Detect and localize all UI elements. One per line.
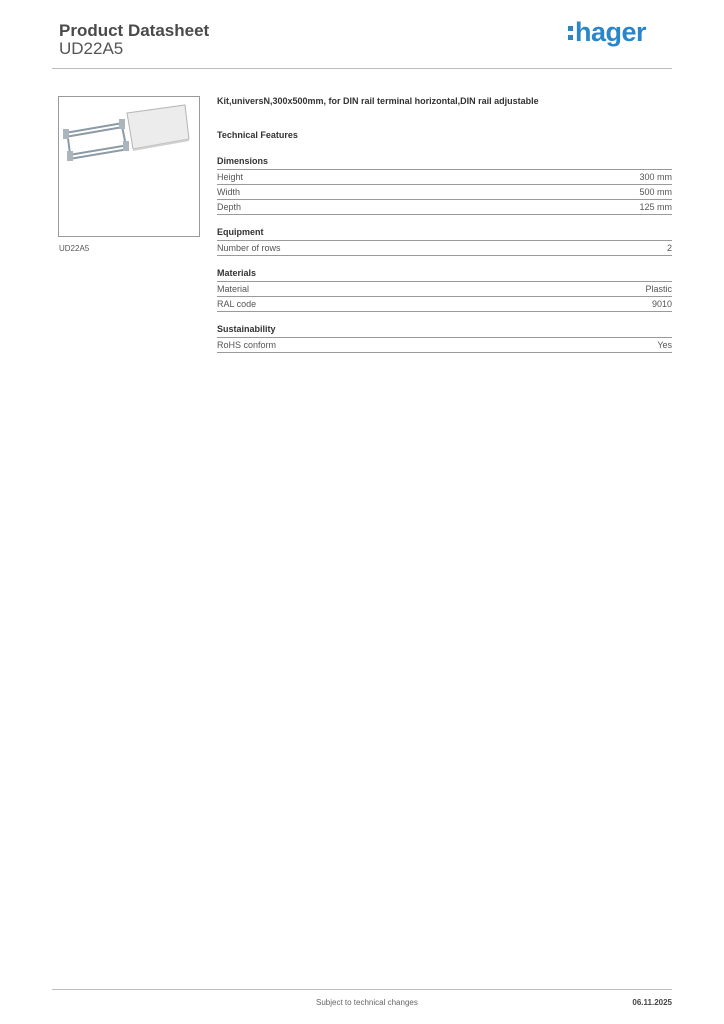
- logo-dots-icon: [568, 24, 573, 40]
- row-value: 300 mm: [639, 172, 672, 182]
- section-sustainability: [217, 322, 672, 353]
- row-label: Material: [217, 284, 250, 294]
- image-caption: UD22A5: [59, 244, 90, 253]
- row-value: 500 mm: [639, 187, 672, 197]
- hager-logo: [568, 17, 646, 47]
- section-dimensions: [217, 154, 672, 215]
- row-label: RAL code: [217, 299, 257, 309]
- product-details: [217, 94, 672, 363]
- row-value: 2: [666, 243, 672, 253]
- product-image: [58, 96, 200, 237]
- section-title: Dimensions: [217, 154, 672, 170]
- section-title: Materials: [217, 266, 672, 282]
- section-title: Sustainability: [217, 322, 672, 338]
- row-label: RoHS conform: [217, 340, 277, 350]
- row-label: Number of rows: [217, 243, 281, 253]
- row-value: 9010: [651, 299, 672, 309]
- footer-date: 06.11.2025: [632, 998, 672, 1007]
- product-photo-icon: [59, 97, 199, 236]
- product-description: Kit,universN,300x500mm, for DIN rail terminal horizontal,DIN rail adjustable: [217, 96, 539, 106]
- section-title: Equipment: [217, 225, 672, 241]
- logo-text: hager: [575, 17, 647, 47]
- row-label: Depth: [217, 202, 242, 212]
- row-label: Width: [217, 187, 241, 197]
- table-row: [217, 241, 672, 256]
- table-row: [217, 200, 672, 215]
- technical-features-heading: Technical Features: [217, 130, 298, 140]
- footer-notice: Subject to technical changes: [316, 998, 418, 1007]
- row-value: Yes: [657, 340, 672, 350]
- section-materials: [217, 266, 672, 312]
- table-row: [217, 282, 672, 297]
- footer-divider: [52, 989, 672, 990]
- table-row: [217, 170, 672, 185]
- table-row: [217, 338, 672, 353]
- table-row: [217, 185, 672, 200]
- product-code: UD22A5: [59, 39, 124, 58]
- header-divider: [52, 68, 672, 69]
- row-value: Plastic: [645, 284, 672, 294]
- row-value: 125 mm: [639, 202, 672, 212]
- page-title: Product Datasheet: [59, 21, 210, 40]
- table-row: [217, 297, 672, 312]
- row-label: Height: [217, 172, 244, 182]
- section-equipment: [217, 225, 672, 256]
